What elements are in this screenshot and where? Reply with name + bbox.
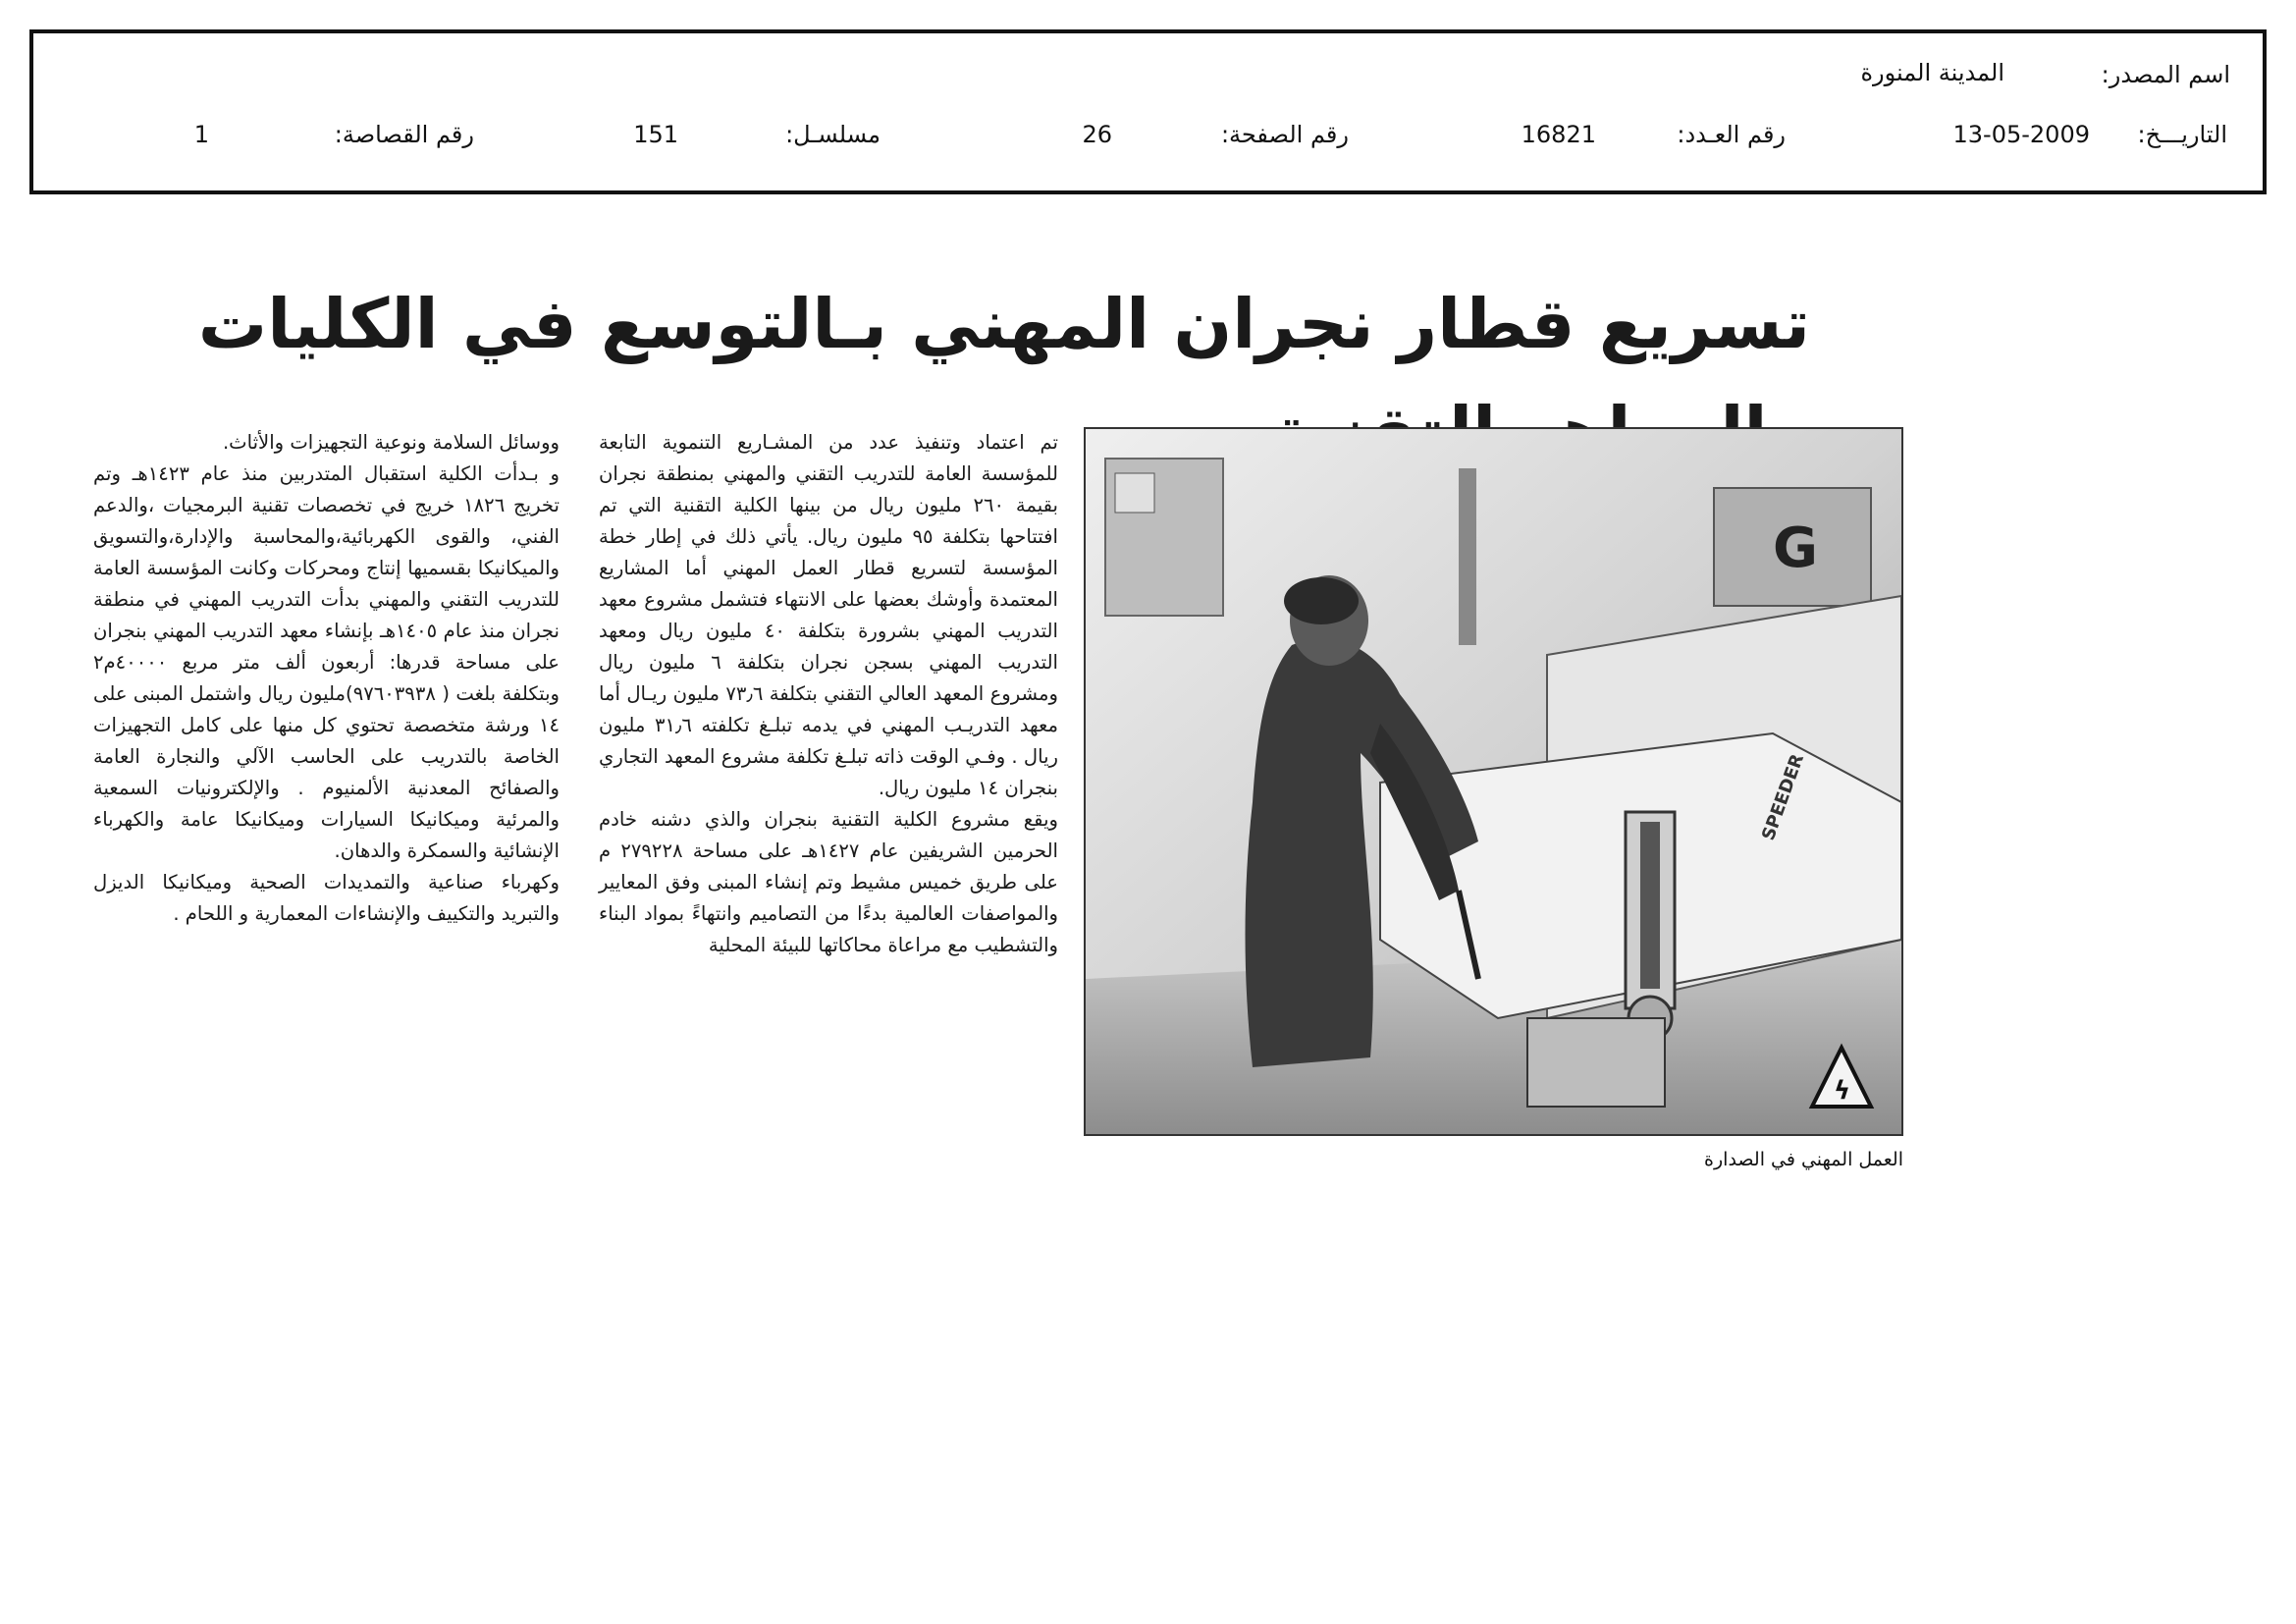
source-label: اسم المصدر: (2101, 61, 2230, 88)
issue-value: 16821 (1521, 121, 1596, 148)
page-value: 26 (1082, 121, 1112, 148)
serial-label: مسلسـل: (785, 121, 881, 148)
date-value: 13-05-2009 (1952, 121, 2090, 148)
issue-label: رقم العـدد: (1677, 121, 1786, 148)
paragraph: وكهرباء صناعية والتمديدات الصحية وميكانيكا الديزل والتبريد والتكييف والإنشاءات المعمارية و اللحام . (93, 871, 560, 925)
photo-caption: العمل المهني في الصدارة (1704, 1149, 1903, 1170)
clip-value: 1 (193, 121, 209, 148)
article-column-right (599, 427, 1058, 961)
paragraph: و بـدأت الكلية استقبال المتدربين منذ عام ١٤٢٣هـ وتم تخريج ١٨٢٦ خريج في تخصصات تقنية البرمجيات ،والدعم الفني، والقوى الكهربائية،والمحاسبة والإدارة،والتسويق والميكانيكا بقسميها إنتاج ومحركات وكانت المؤسسة العامة للتدريب التقني والمهني بدأت التدريب المهني في منطقة نجران منذ عام ١٤٠٥هـ بإنشاء معهد التدريب المهني بنجران على مساحة قدرها: أربعون ألف متر مربع ٤٠٠٠٠م٢ وبتكلفة بلغت ( ٩٧٦٠٣٩٣٨)مليون ريال واشتمل المبنى على ١٤ ورشة متخصصة تحتوي كل منها على كامل التجهيزات الخاصة بالتدريب على الحاسب الآلي والنجارة العامة والصفائح المعدنية الألمنيوم . والإلكترونيات السمعية والمرئية وميكانيكا السيارات وميكانيكا عامة والكهرباء الإنشائية والسمكرة والدهان. (93, 462, 560, 862)
clip-label: رقم القصاصة: (334, 121, 474, 148)
svg-text:ϟ: ϟ (1834, 1076, 1851, 1106)
machine-label: SPEEDER (1757, 751, 1809, 843)
source-value: المدينة المنورة (1860, 59, 2004, 86)
page-label: رقم الصفحة: (1220, 121, 1349, 148)
serial-value: 151 (633, 121, 678, 148)
svg-text:G: G (1773, 516, 1818, 580)
article-photo (1084, 427, 1903, 1136)
date-label: التاريـــخ: (2137, 121, 2227, 148)
article-column-left (93, 427, 560, 930)
article-headline: تسريع قطار نجران المهني بـالتوسع في الكليات (197, 284, 1810, 364)
paragraph: ويقع مشروع الكلية التقنية بنجران والذي دشنه خادم الحرمين الشريفين عام ١٤٢٧هـ على مساحة ٢٧٩٢٢٨ م على طريق خميس مشيط وتم إنشاء المبنى وفق المعايير والمواصفات العالمية بدءًا من التصاميم وانتهاءً بمواد البناء والتشطيب مع مراعاة محاكاتها للبيئة المحلية (599, 808, 1058, 956)
clipping-metadata-box (29, 29, 2267, 194)
paragraph: ووسائل السلامة ونوعية التجهيزات والأثاث. (222, 431, 560, 454)
paragraph: تم اعتماد وتنفيذ عدد من المشـاريع التنموية التابعة للمؤسسة العامة للتدريب التقني والمهني بمنطقة نجران بقيمة ٢٦٠ مليون ريال من بينها الكلية التقنية التي تم افتتاحها بتكلفة ٩٥ مليون ريال. يأتي ذلك في إطار خطة المؤسسة لتسريع قطار العمل المهني أما المشاريع المعتمدة وأوشك بعضها على الانتهاء فتشمل مشروع معهد التدريب المهني بشرورة بتكلفة ٤٠ مليون ريال ومعهد التدريب المهني بسجن نجران بتكلفة ٦ مليون ريال ومشروع المعهد العالي التقني بتكلفة ٧٣٫٦ مليون ريـال أما معهد التدريـب المهني في يدمه تبلـغ تكلفته ٣١٫٦ مليون ريال . وفـي الوقت ذاته تبلـغ تكلفة مشروع المعهد التجاري بنجران ١٤ مليون ريال. (599, 431, 1059, 799)
